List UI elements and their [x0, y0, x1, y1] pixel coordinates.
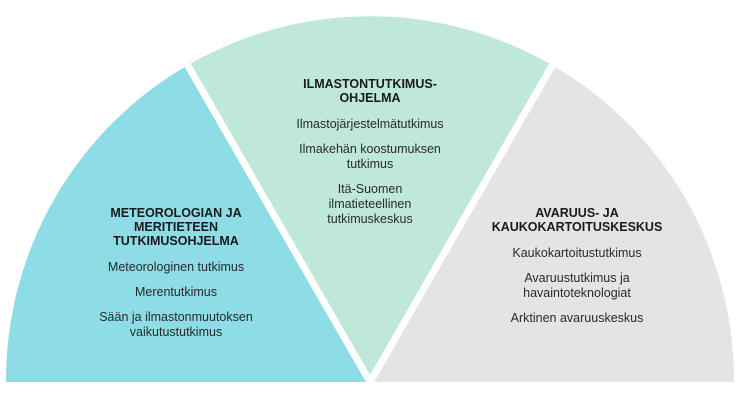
sector-middle-content	[270, 77, 470, 237]
sector-middle-item	[270, 182, 470, 227]
item-line: Ilmastojärjestelmätutkimus	[296, 117, 444, 131]
sector-left-title	[62, 206, 290, 248]
sector-left-item	[62, 310, 290, 340]
title-line: ILMASTONTUTKIMUS-	[303, 77, 437, 91]
title-line: METEOROLOGIAN JA	[110, 206, 242, 220]
sector-right-item	[478, 246, 676, 261]
sector-right-item	[478, 271, 676, 301]
sector-right-content	[478, 206, 676, 336]
title-line: AVARUUS- JA	[535, 206, 619, 220]
item-line: Merentutkimus	[135, 285, 217, 299]
sector-right-item	[478, 311, 676, 326]
sector-middle-title	[270, 77, 470, 105]
title-line: OHJELMA	[339, 91, 401, 105]
title-line: MERITIETEEN	[133, 220, 219, 234]
item-line: Sään ja ilmastonmuutoksen	[99, 310, 253, 324]
sector-right-title	[478, 206, 676, 234]
item-line: tutkimuskeskus	[327, 212, 413, 226]
sector-middle-item	[270, 142, 470, 172]
sector-left-item	[62, 260, 290, 275]
item-line: vaikutustutkimus	[129, 325, 223, 339]
item-line: tutkimus	[346, 157, 394, 171]
item-line: Kaukokartoitustutkimus	[512, 246, 642, 260]
item-line: ilmatieteellinen	[328, 197, 412, 211]
sector-middle-item	[270, 117, 470, 132]
item-line: Avaruustutkimus ja	[524, 271, 630, 285]
item-line: Meteorologinen tutkimus	[107, 260, 245, 274]
sector-left-item	[62, 285, 290, 300]
title-line: KAUKOKARTOITUSKESKUS	[491, 220, 663, 234]
item-line: havaintoteknologiat	[523, 286, 631, 300]
item-line: Itä-Suomen	[337, 182, 403, 196]
item-line: Arktinen avaruuskeskus	[510, 311, 644, 325]
item-line: Ilmakehän koostumuksen	[299, 142, 441, 156]
title-line: TUTKIMUSOHJELMA	[113, 234, 239, 248]
sector-left-content	[62, 206, 290, 350]
